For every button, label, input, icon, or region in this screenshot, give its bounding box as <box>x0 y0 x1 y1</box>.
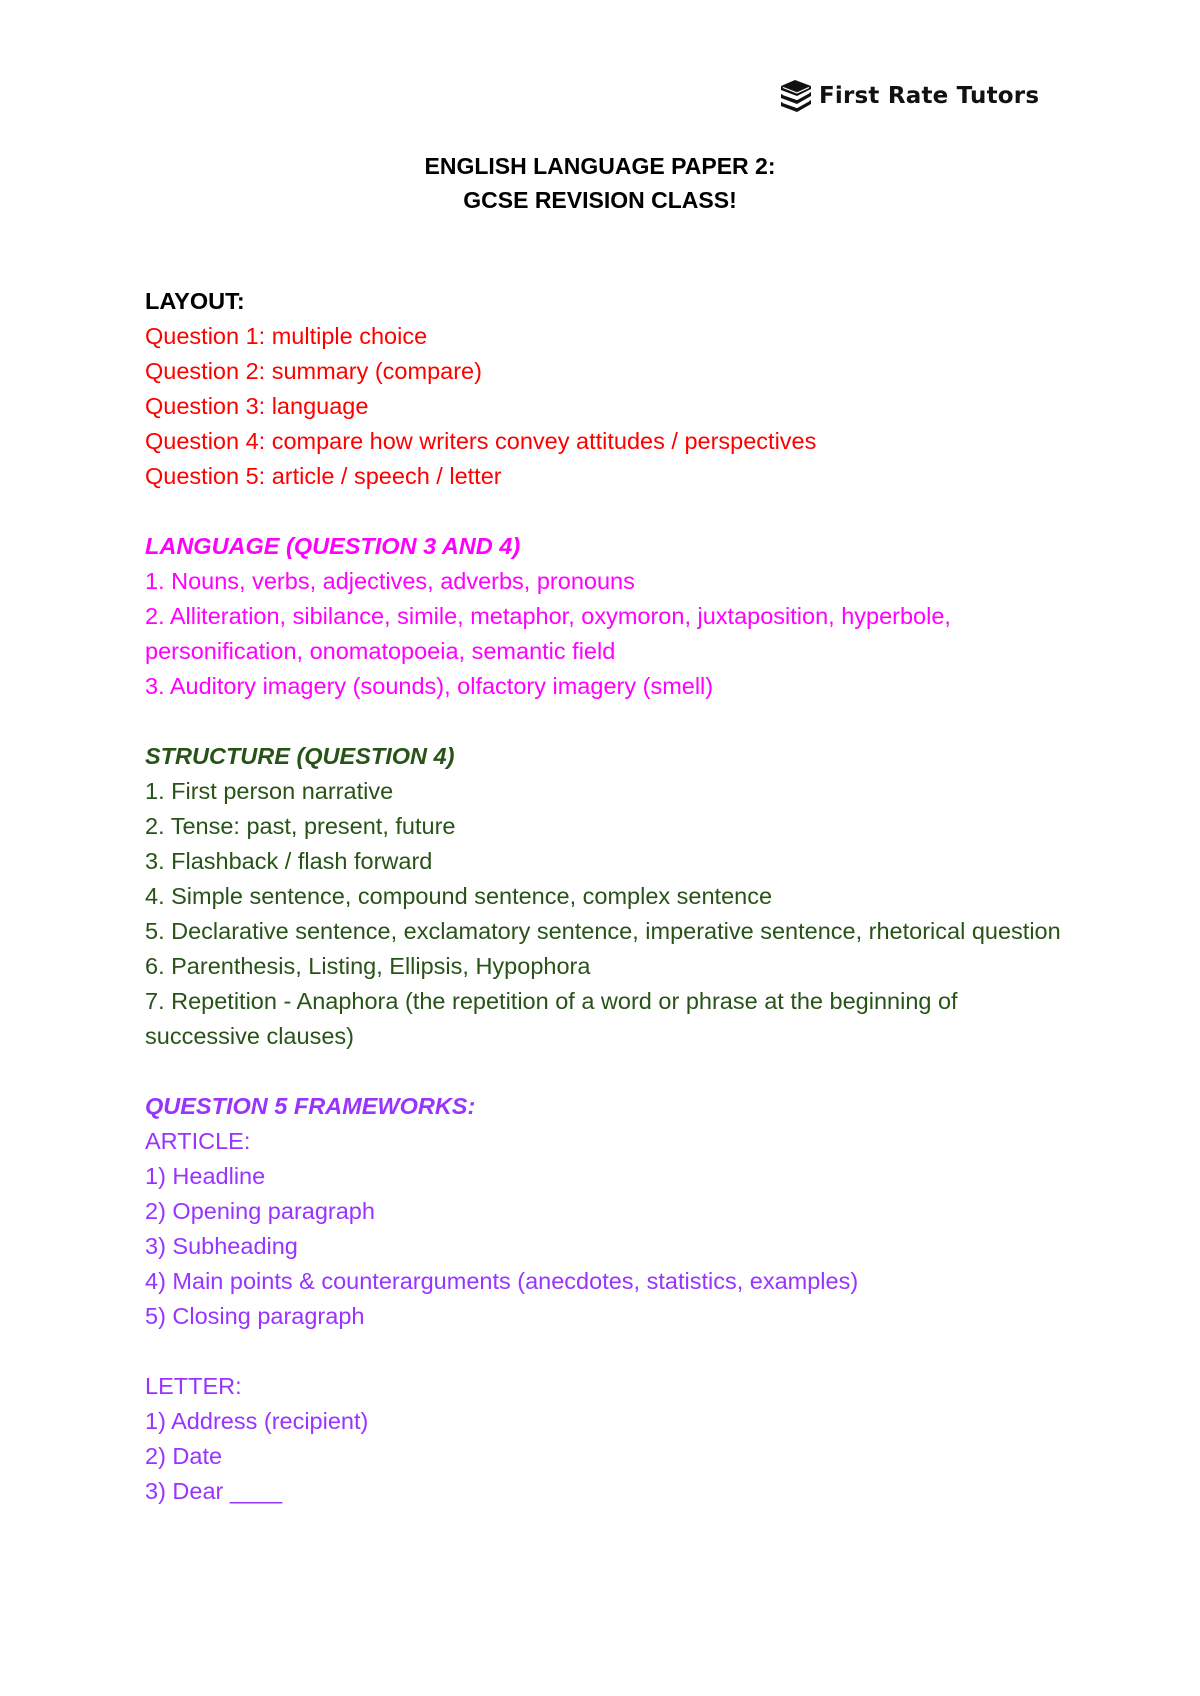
layout-item: Question 4: compare how writers convey attitudes / perspectives <box>145 428 817 454</box>
q5-heading: QUESTION 5 FRAMEWORKS: <box>145 1093 476 1119</box>
letter-item: 2) Date <box>145 1443 223 1469</box>
layout-item: Question 3: language <box>145 393 369 419</box>
structure-item: 2. Tense: past, present, future <box>145 813 456 839</box>
structure-item: 4. Simple sentence, compound sentence, complex sentence <box>145 883 773 909</box>
spacer <box>145 704 1075 739</box>
letter-item: 3) Dear ____ <box>145 1478 283 1504</box>
structure-item: 1. First person narrative <box>145 778 394 804</box>
layout-item: Question 1: multiple choice <box>145 323 428 349</box>
article-label: ARTICLE: <box>145 1128 251 1154</box>
spacer <box>145 1054 1075 1089</box>
document-title <box>0 149 1200 217</box>
language-item: 1. Nouns, verbs, adjectives, adverbs, pronouns <box>145 568 635 594</box>
article-item: 3) Subheading <box>145 1233 298 1259</box>
structure-item: 5. Declarative sentence, exclamatory sentence, imperative sentence, rhetorical question <box>145 918 1061 944</box>
layout-item: Question 2: summary (compare) <box>145 358 482 384</box>
structure-heading: STRUCTURE (QUESTION 4) <box>145 743 455 769</box>
brand-logo <box>778 76 1039 116</box>
structure-item: 6. Parenthesis, Listing, Ellipsis, Hypophora <box>145 953 591 979</box>
document-body <box>145 284 1075 1509</box>
language-heading: LANGUAGE (QUESTION 3 AND 4) <box>145 533 521 559</box>
structure-item: 3. Flashback / flash forward <box>145 848 433 874</box>
article-item: 5) Closing paragraph <box>145 1303 365 1329</box>
language-item: 2. Alliteration, sibilance, simile, metaphor, oxymoron, juxtaposition, hyperbole, personification, onomatopoeia, semantic field <box>145 603 951 664</box>
layout-heading: LAYOUT: <box>145 288 245 314</box>
article-item: 4) Main points & counterarguments (anecdotes, statistics, examples) <box>145 1268 859 1294</box>
language-item: 3. Auditory imagery (sounds), olfactory imagery (smell) <box>145 673 714 699</box>
spacer <box>145 1334 1075 1369</box>
brand-name: First Rate Tutors <box>819 83 1040 109</box>
structure-item: 7. Repetition - Anaphora (the repetition of a word or phrase at the beginning of successive clauses) <box>145 988 958 1049</box>
article-item: 2) Opening paragraph <box>145 1198 375 1224</box>
layout-item: Question 5: article / speech / letter <box>145 463 502 489</box>
title-line-2: GCSE REVISION CLASS! <box>463 187 737 213</box>
spacer <box>145 494 1075 529</box>
books-stack-icon <box>778 78 814 114</box>
title-line-1: ENGLISH LANGUAGE PAPER 2: <box>424 153 776 179</box>
letter-label: LETTER: <box>145 1373 242 1399</box>
letter-item: 1) Address (recipient) <box>145 1408 369 1434</box>
article-item: 1) Headline <box>145 1163 266 1189</box>
